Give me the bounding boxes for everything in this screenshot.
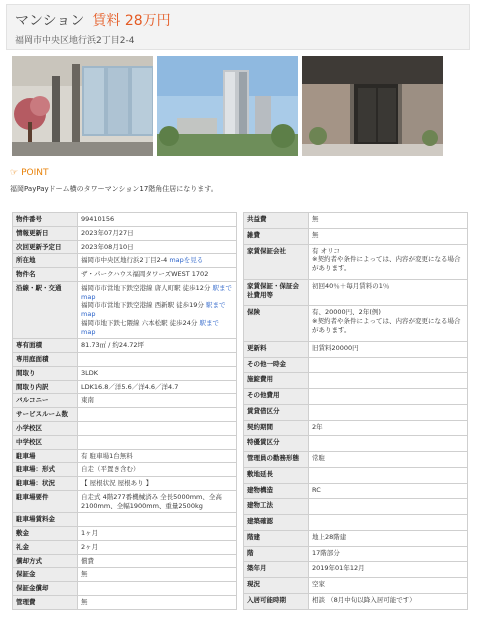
- spec-label: 駐車場：形式: [13, 463, 78, 477]
- right-spec-table: [243, 212, 468, 610]
- station-text: 福岡市市営地下鉄空港線 西新駅 徒歩19分: [81, 301, 204, 310]
- spec-value-text: 自走（平置き含む）: [81, 465, 140, 474]
- spec-value-text: 空家: [312, 580, 325, 589]
- spec-row: [244, 546, 468, 562]
- spec-row: [244, 420, 468, 436]
- spec-value: [309, 578, 468, 594]
- spec-value: [78, 435, 237, 449]
- spec-label: 間取り: [13, 366, 78, 380]
- spec-row: [244, 341, 468, 357]
- spec-value-text: 2ヶ月: [81, 542, 99, 551]
- spec-value-text: 東南: [81, 396, 94, 405]
- property-type: マンション: [15, 13, 85, 29]
- spec-row: [244, 562, 468, 578]
- spec-value: [78, 254, 237, 268]
- spec-row: [13, 353, 237, 367]
- spec-value: [78, 568, 237, 582]
- spec-value: [78, 540, 237, 554]
- spec-row: [244, 373, 468, 389]
- spec-value-text: 自走式 4階277番機械済み 全長5000mm、全高2100mm、全幅1900mm、重量2500kg: [81, 492, 222, 510]
- spec-value-text: 福岡市中央区地行浜2丁目2-4: [81, 256, 168, 265]
- spec-value: [309, 213, 468, 229]
- spec-row: [244, 467, 468, 483]
- spec-row: [13, 380, 237, 394]
- spec-row: [244, 578, 468, 594]
- spec-value-text: RC: [312, 485, 321, 494]
- spec-value-text: 償費: [81, 556, 94, 565]
- pointing-hand-icon: ☞: [10, 168, 19, 178]
- spec-value: [309, 546, 468, 562]
- spec-row: [13, 213, 237, 227]
- spec-value: [78, 366, 237, 380]
- spec-row: [244, 244, 468, 280]
- spec-label: 物件番号: [13, 213, 78, 227]
- station-line: [81, 319, 233, 337]
- spec-label: 建物工法: [244, 499, 309, 515]
- spec-value: [309, 306, 468, 342]
- spec-value-text: 99410156: [81, 215, 115, 223]
- spec-label: 保証金償却: [13, 582, 78, 596]
- spec-label: 物件名: [13, 268, 78, 282]
- spec-value-text: 旧賃料20000円: [312, 343, 359, 352]
- spec-label: 施錠費用: [244, 373, 309, 389]
- spec-value-text: 2023年07月27日: [81, 228, 134, 237]
- spec-label: 沿線・駅・交通: [13, 281, 78, 339]
- spec-value: [309, 341, 468, 357]
- spec-row: [13, 339, 237, 353]
- spec-label: 礼金: [13, 540, 78, 554]
- spec-value: [309, 420, 468, 436]
- spec-value-text: 【 屋根状況 屋根あり 】: [81, 479, 153, 488]
- spec-label: その他一時金: [244, 357, 309, 373]
- spec-value-text: LDK16.8／洋5.6／洋4.6／洋4.7: [81, 382, 179, 391]
- spec-value: [309, 530, 468, 546]
- spec-label: 駐車場要件: [13, 490, 78, 513]
- spec-label: サービスルーム数: [13, 408, 78, 422]
- spec-label: 家賃保証・保証会社費用等: [244, 280, 309, 306]
- spec-row: [244, 436, 468, 452]
- spec-value: [78, 408, 237, 422]
- spec-value: [309, 515, 468, 531]
- spec-row: [13, 595, 237, 609]
- tower-exterior-photo[interactable]: [157, 56, 298, 156]
- spec-label: 建物構造: [244, 483, 309, 499]
- spec-row: [13, 477, 237, 491]
- rent-price: 賃料 28万円: [92, 13, 171, 29]
- spec-label: 小学校区: [13, 422, 78, 436]
- spec-row: [13, 582, 237, 596]
- spec-row: [13, 281, 237, 339]
- spec-value: [78, 463, 237, 477]
- spec-label: 償却方式: [13, 554, 78, 568]
- spec-label: 所在地: [13, 254, 78, 268]
- spec-value: [78, 281, 237, 339]
- spec-label: 中学校区: [13, 435, 78, 449]
- spec-value-text: 有 オリコ ※契約者や条件によっては、内容が変更になる場合があります。: [312, 246, 461, 273]
- spec-row: [13, 268, 237, 282]
- spec-value: [78, 490, 237, 513]
- spec-value: [309, 483, 468, 499]
- spec-label: 敷地延長: [244, 467, 309, 483]
- spec-row: [13, 394, 237, 408]
- spec-value: [78, 595, 237, 609]
- spec-value-text: 無: [81, 570, 88, 579]
- spec-label: 家賃保証会社: [244, 244, 309, 280]
- spec-row: [244, 389, 468, 405]
- spec-value: [78, 394, 237, 408]
- spec-row: [13, 554, 237, 568]
- spec-value: [78, 554, 237, 568]
- station-map-link[interactable]: 駅までmap: [81, 283, 232, 301]
- spec-label: 建築確認: [244, 515, 309, 531]
- listing-header: [6, 4, 470, 50]
- spec-value-text: 2023年08月10日: [81, 242, 134, 251]
- spec-row: [13, 540, 237, 554]
- spec-value: [78, 513, 237, 527]
- spec-value-text: 有 駐車場1台無料: [81, 451, 133, 460]
- spec-value-text: 無: [81, 597, 88, 606]
- spec-row: [244, 483, 468, 499]
- spec-label: 築年月: [244, 562, 309, 578]
- spec-row: [244, 280, 468, 306]
- spec-value: [78, 268, 237, 282]
- spec-value-text: 常駐: [312, 454, 325, 463]
- spec-value: [78, 353, 237, 367]
- spec-value-text: 81.73㎡ / 約24.72坪: [81, 341, 145, 350]
- entrance-photo[interactable]: [302, 56, 443, 156]
- spec-value: [78, 226, 237, 240]
- spec-label: 保険: [244, 306, 309, 342]
- spec-label: 雑費: [244, 228, 309, 244]
- spec-value: [78, 582, 237, 596]
- spec-value-text: 地上28階建: [312, 532, 347, 541]
- spec-value: [309, 593, 468, 609]
- spec-value: [309, 562, 468, 578]
- spec-value-text: 17階部分: [312, 548, 340, 557]
- spec-label: 特優賃区分: [244, 436, 309, 452]
- spec-row: [13, 568, 237, 582]
- spec-value: [309, 499, 468, 515]
- spec-value-text: 有、20000円、2年(例) ※契約者や条件によっては、内容が変更になる場合があります。: [312, 308, 461, 334]
- spec-value: [309, 404, 468, 420]
- spec-label: 更新料: [244, 341, 309, 357]
- spec-label: 賃貸借区分: [244, 404, 309, 420]
- spec-value: [309, 373, 468, 389]
- station-map-link[interactable]: 駅までmap: [81, 318, 219, 336]
- spec-value: [78, 527, 237, 541]
- address-map-link[interactable]: mapを見る: [169, 256, 204, 265]
- spec-value-text: 無: [312, 215, 319, 223]
- spec-row: [13, 435, 237, 449]
- spec-value: [309, 389, 468, 405]
- spec-label: 次回更新予定日: [13, 240, 78, 254]
- spec-value: [78, 380, 237, 394]
- spec-label: 専有面積: [13, 339, 78, 353]
- spec-label: 保証金: [13, 568, 78, 582]
- spec-label: バルコニー: [13, 394, 78, 408]
- point-label: POINT: [21, 168, 49, 178]
- spec-value-text: 3LDK: [81, 368, 99, 377]
- spec-value: [309, 280, 468, 306]
- spec-row: [244, 530, 468, 546]
- spec-value: [309, 436, 468, 452]
- spec-value-text: 1ヶ月: [81, 529, 99, 538]
- spec-row: [13, 513, 237, 527]
- spec-row: [13, 226, 237, 240]
- spec-value: [78, 213, 237, 227]
- spec-value: [309, 467, 468, 483]
- spec-value-text: ザ・パークハウス福岡タワーズWEST 1702: [81, 270, 209, 279]
- spec-label: 専用庭面積: [13, 353, 78, 367]
- station-text: 福岡市地下鉄七隈線 六本松駅 徒歩24分: [81, 318, 198, 327]
- spec-row: [13, 449, 237, 463]
- spec-label: 間取り内訳: [13, 380, 78, 394]
- spec-label: 階: [244, 546, 309, 562]
- spec-row: [13, 408, 237, 422]
- spec-value-text: 初回40％＋毎月賃料の1％: [312, 282, 390, 291]
- listing-title: [15, 10, 171, 30]
- photo-gallery: [12, 56, 468, 156]
- spec-row: [244, 452, 468, 468]
- spec-value: [309, 452, 468, 468]
- spec-label: 管理員の勤務形態: [244, 452, 309, 468]
- spec-value-text: 2019年01年12月: [312, 564, 365, 573]
- spec-label: 駐車場賃料金: [13, 513, 78, 527]
- point-heading: [10, 168, 48, 178]
- spec-label: 入居可能時期: [244, 593, 309, 609]
- property-spec-tables: [12, 212, 468, 610]
- spec-value: [309, 357, 468, 373]
- spec-value: [78, 477, 237, 491]
- station-line: [81, 284, 233, 302]
- spec-row: [244, 499, 468, 515]
- station-text: 福岡市市営地下鉄空港線 唐人町駅 徒歩12分: [81, 283, 211, 292]
- spec-row: [244, 593, 468, 609]
- spec-row: [244, 228, 468, 244]
- spec-value: [78, 240, 237, 254]
- spec-label: 共益費: [244, 213, 309, 229]
- lobby-photo[interactable]: [12, 56, 153, 156]
- left-spec-table: [12, 212, 237, 610]
- spec-row: [13, 422, 237, 436]
- spec-value: [78, 449, 237, 463]
- spec-value: [309, 244, 468, 280]
- spec-row: [244, 357, 468, 373]
- spec-label: 階建: [244, 530, 309, 546]
- property-address: 福岡市中央区地行浜2丁目2-4: [15, 36, 135, 46]
- spec-row: [13, 240, 237, 254]
- spec-value: [78, 339, 237, 353]
- spec-label: その他費用: [244, 389, 309, 405]
- station-map-link[interactable]: 駅までmap: [81, 301, 226, 319]
- spec-row: [13, 254, 237, 268]
- spec-row: [13, 366, 237, 380]
- spec-row: [244, 213, 468, 229]
- spec-label: 契約期間: [244, 420, 309, 436]
- spec-value: [78, 422, 237, 436]
- spec-label: 駐車場: [13, 449, 78, 463]
- spec-label: 管理費: [13, 595, 78, 609]
- spec-value-text: 2年: [312, 422, 323, 431]
- spec-value: [309, 228, 468, 244]
- spec-label: 現況: [244, 578, 309, 594]
- spec-label: 情報更新日: [13, 226, 78, 240]
- spec-value-text: 無: [312, 230, 319, 239]
- point-description: 福岡PayPayドーム横のタワーマンション17階角住居になります。: [10, 185, 218, 193]
- spec-label: 駐車場：状況: [13, 477, 78, 491]
- spec-row: [13, 490, 237, 513]
- spec-label: 敷金: [13, 527, 78, 541]
- spec-value-text: 相談 （8月中旬以降入居可能です）: [312, 595, 416, 604]
- spec-row: [13, 463, 237, 477]
- spec-row: [244, 404, 468, 420]
- spec-row: [244, 306, 468, 342]
- spec-row: [244, 515, 468, 531]
- station-line: [81, 301, 233, 319]
- spec-row: [13, 527, 237, 541]
